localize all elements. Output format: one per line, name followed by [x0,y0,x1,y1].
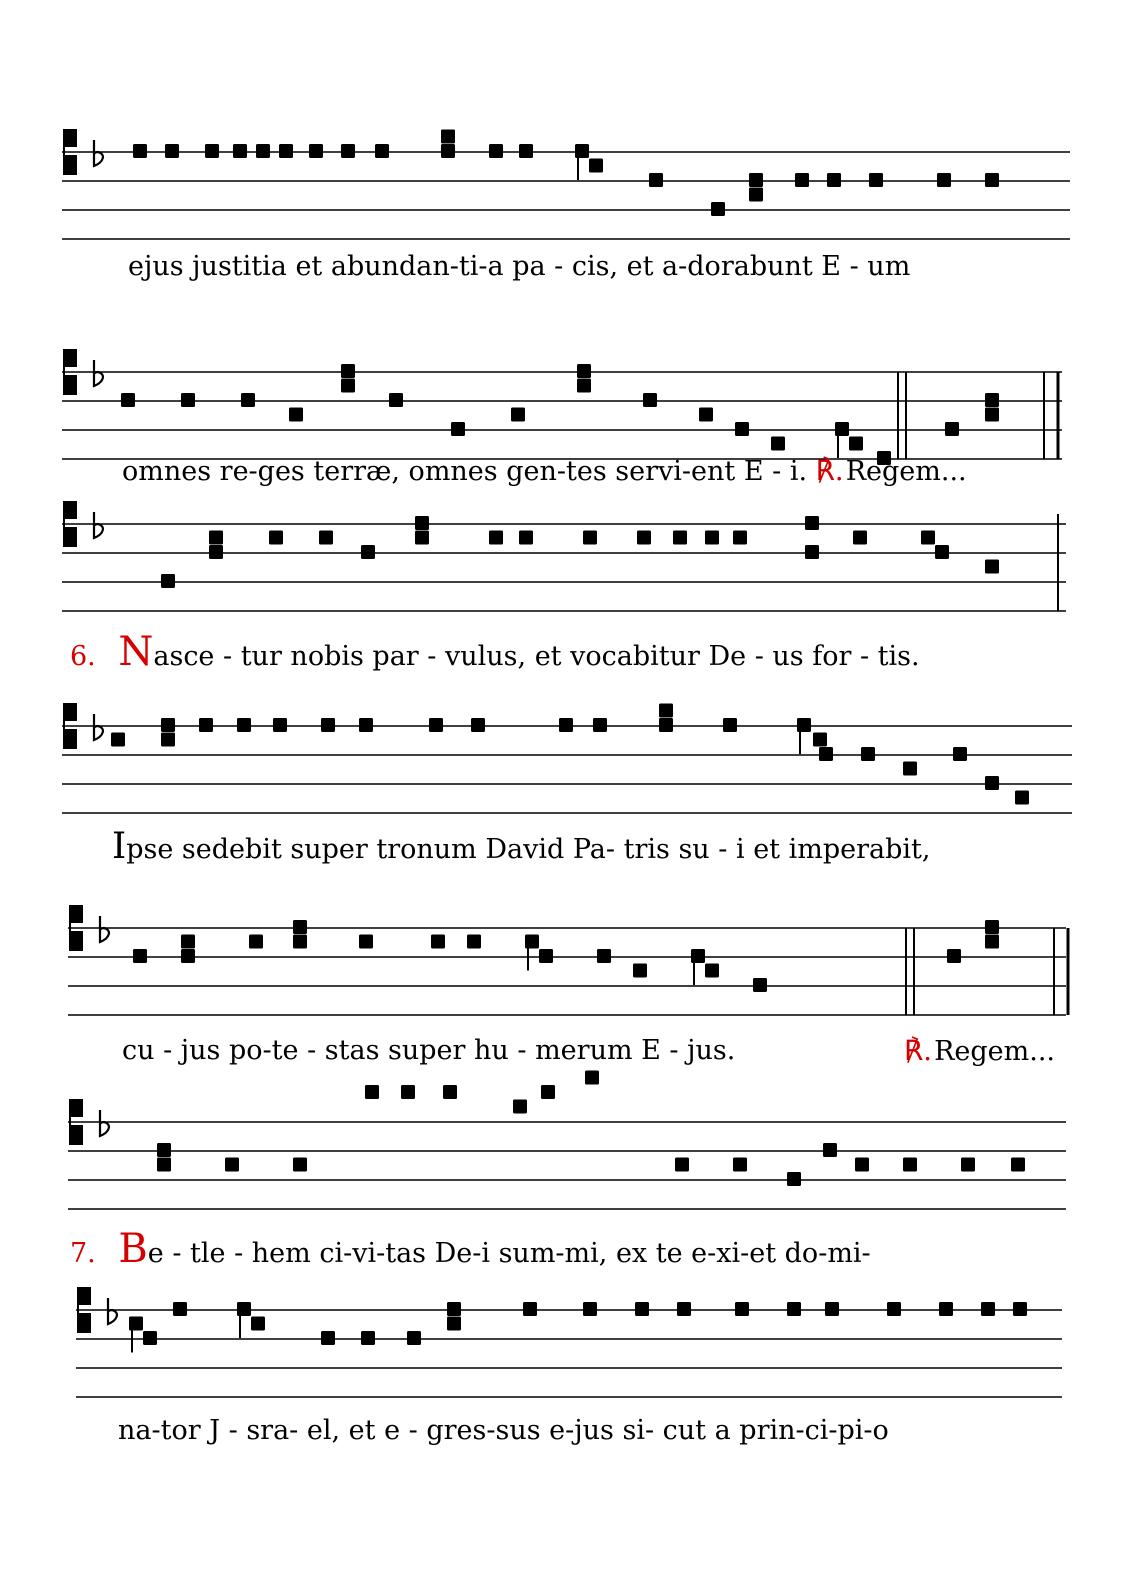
square-neume-icon [937,173,951,187]
square-neume-icon [699,408,713,422]
square-neume-icon [273,718,287,732]
square-neume-icon [749,188,763,202]
square-neume-icon [735,422,749,436]
square-neume-icon [577,379,591,393]
square-neume-icon [1013,1302,1027,1316]
square-neume-icon [659,704,673,718]
lyric-text: na-tor J - sra- el, et e - gres-sus e-jus si- cut a prin-ci-pi-o [118,1415,889,1446]
square-neume-icon [415,516,429,530]
drop-initial: B [118,1226,148,1272]
square-neume-icon [341,364,355,378]
square-neume-icon [519,531,533,545]
square-neume-icon [111,733,125,747]
square-neume-icon [279,144,293,158]
square-neume-icon [787,1172,801,1186]
square-neume-icon [961,1158,975,1172]
square-neume-icon [161,574,175,588]
square-neume-icon [677,1302,691,1316]
square-neume-icon [361,545,375,559]
square-neume-icon [165,144,179,158]
square-neume-icon [985,408,999,422]
square-neume-icon [341,144,355,158]
square-neume-icon [805,545,819,559]
square-neume-icon [431,935,445,949]
square-neume-icon [341,379,355,393]
square-neume-icon [787,1302,801,1316]
square-neume-icon [429,718,443,732]
square-neume-icon [467,935,481,949]
lyric-text: e - tle - hem ci-vi-tas De-i sum-mi, ex te e-xi-et do-mi- [147,1238,871,1269]
square-neume-icon [981,1302,995,1316]
square-neume-icon [659,718,673,732]
square-neume-icon [735,1302,749,1316]
square-neume-icon [945,422,959,436]
square-neume-icon [825,1302,839,1316]
square-neume-icon [251,1317,265,1331]
square-neume-icon [161,718,175,732]
square-neume-icon [985,173,999,187]
square-neume-icon [415,531,429,545]
square-neume-icon [577,364,591,378]
square-neume-icon [649,173,663,187]
square-neume-icon [593,718,607,732]
square-neume-icon [633,964,647,978]
verse-number: 6. [70,641,96,672]
square-neume-icon [249,935,263,949]
square-neume-icon [269,531,283,545]
square-neume-icon [441,144,455,158]
square-neume-icon [523,1302,537,1316]
square-neume-icon [539,949,553,963]
square-neume-icon [293,935,307,949]
square-neume-icon [939,1302,953,1316]
response-symbol-icon: ℟. [904,1034,933,1067]
square-neume-icon [903,762,917,776]
square-neume-icon [121,393,135,407]
square-neume-icon [723,718,737,732]
square-neume-icon [675,1158,689,1172]
square-neume-icon [447,1317,461,1331]
square-neume-icon [753,978,767,992]
lyric-text: cu - jus po-te - stas super hu - merum E - jus. [122,1035,736,1066]
square-neume-icon [489,144,503,158]
square-neume-icon [1015,791,1029,805]
square-neume-icon [451,422,465,436]
b-flat-icon [100,916,109,942]
square-neume-icon [181,393,195,407]
square-neume-icon [869,173,883,187]
square-neume-icon [441,130,455,144]
square-neume-icon [359,935,373,949]
square-neume-icon [181,935,195,949]
square-neume-icon [519,144,533,158]
square-neume-icon [805,516,819,530]
square-neume-icon [985,393,999,407]
square-neume-icon [133,949,147,963]
lyric-text: omnes re-ges terræ, omnes gen-tes servi-ent E - i. [122,456,808,487]
lyric-text: pse sedebit super tronum David Pa- tris su - i et imperabit, [126,834,931,865]
lyric-line-6 [70,1226,871,1272]
square-neume-icon [289,408,303,422]
square-neume-icon [541,1085,555,1099]
square-neume-icon [389,393,403,407]
lyric-line-1 [128,250,910,284]
drop-initial: N [118,629,154,675]
response-symbol-icon: ℟. [815,454,844,487]
b-flat-icon [94,512,103,538]
square-neume-icon [447,1302,461,1316]
square-neume-icon [585,1071,599,1085]
square-neume-icon [733,1158,747,1172]
verse-number: 7. [70,1238,96,1269]
square-neume-icon [293,1158,307,1172]
square-neume-icon [771,437,785,451]
square-neume-icon [359,718,373,732]
square-neume-icon [157,1143,171,1157]
square-neume-icon [319,531,333,545]
square-neume-icon [471,718,485,732]
square-neume-icon [321,718,335,732]
square-neume-icon [321,1331,335,1345]
square-neume-icon [733,531,747,545]
square-neume-icon [921,531,935,545]
lyric-line-7 [118,1414,889,1448]
square-neume-icon [293,920,307,934]
square-neume-icon [401,1085,415,1099]
square-neume-icon [819,747,833,761]
square-neume-icon [903,1158,917,1172]
b-flat-icon [94,140,103,166]
square-neume-icon [985,920,999,934]
square-neume-icon [173,1302,187,1316]
b-flat-icon [94,360,103,386]
b-flat-icon [108,1298,117,1324]
square-neume-icon [827,173,841,187]
square-neume-icon [375,144,389,158]
square-neume-icon [855,1158,869,1172]
square-neume-icon [559,718,573,732]
square-neume-icon [199,718,213,732]
square-neume-icon [813,733,827,747]
square-neume-icon [365,1085,379,1099]
square-neume-icon [597,949,611,963]
response-group [904,1034,1055,1069]
square-neume-icon [705,531,719,545]
square-neume-icon [583,1302,597,1316]
square-neume-icon [309,144,323,158]
square-neume-icon [511,408,525,422]
lyric-line-2 [122,454,967,489]
square-neume-icon [241,393,255,407]
square-neume-icon [209,531,223,545]
square-neume-icon [143,1331,157,1345]
square-neume-icon [947,949,961,963]
square-neume-icon [489,531,503,545]
square-neume-icon [205,144,219,158]
square-neume-icon [985,560,999,574]
b-flat-icon [94,714,103,740]
square-neume-icon [407,1331,421,1345]
square-neume-icon [589,159,603,173]
square-neume-icon [233,144,247,158]
square-neume-icon [635,1302,649,1316]
square-neume-icon [705,964,719,978]
square-neume-icon [637,531,651,545]
b-flat-icon [100,1110,109,1136]
drop-initial: I [112,826,127,867]
square-neume-icon [209,545,223,559]
square-neume-icon [887,1302,901,1316]
response-text: Regem... [845,456,967,487]
lyric-line-4 [112,826,931,867]
square-neume-icon [673,531,687,545]
square-neume-icon [935,545,949,559]
square-neume-icon [133,144,147,158]
square-neume-icon [225,1158,239,1172]
square-neume-icon [513,1100,527,1114]
square-neume-icon [711,202,725,216]
square-neume-icon [795,173,809,187]
square-neume-icon [181,949,195,963]
square-neume-icon [985,935,999,949]
square-neume-icon [157,1158,171,1172]
square-neume-icon [161,733,175,747]
square-neume-icon [985,776,999,790]
square-neume-icon [1011,1158,1025,1172]
square-neume-icon [853,531,867,545]
response-text: Regem... [934,1036,1055,1067]
lyric-text: ejus justitia et abundan-ti-a pa - cis, et a-dorabunt E - um [128,251,911,282]
square-neume-icon [849,437,863,451]
lyric-text: asce - tur nobis par - vulus, et vocabitur De - us for - tis. [153,641,920,672]
square-neume-icon [583,531,597,545]
square-neume-icon [823,1143,837,1157]
lyric-line-3 [70,629,920,675]
square-neume-icon [953,747,967,761]
square-neume-icon [237,718,251,732]
square-neume-icon [749,173,763,187]
square-neume-icon [361,1331,375,1345]
square-neume-icon [443,1085,457,1099]
square-neume-icon [861,747,875,761]
square-neume-icon [643,393,657,407]
lyric-line-5 [122,1034,1055,1068]
square-neume-icon [256,144,270,158]
